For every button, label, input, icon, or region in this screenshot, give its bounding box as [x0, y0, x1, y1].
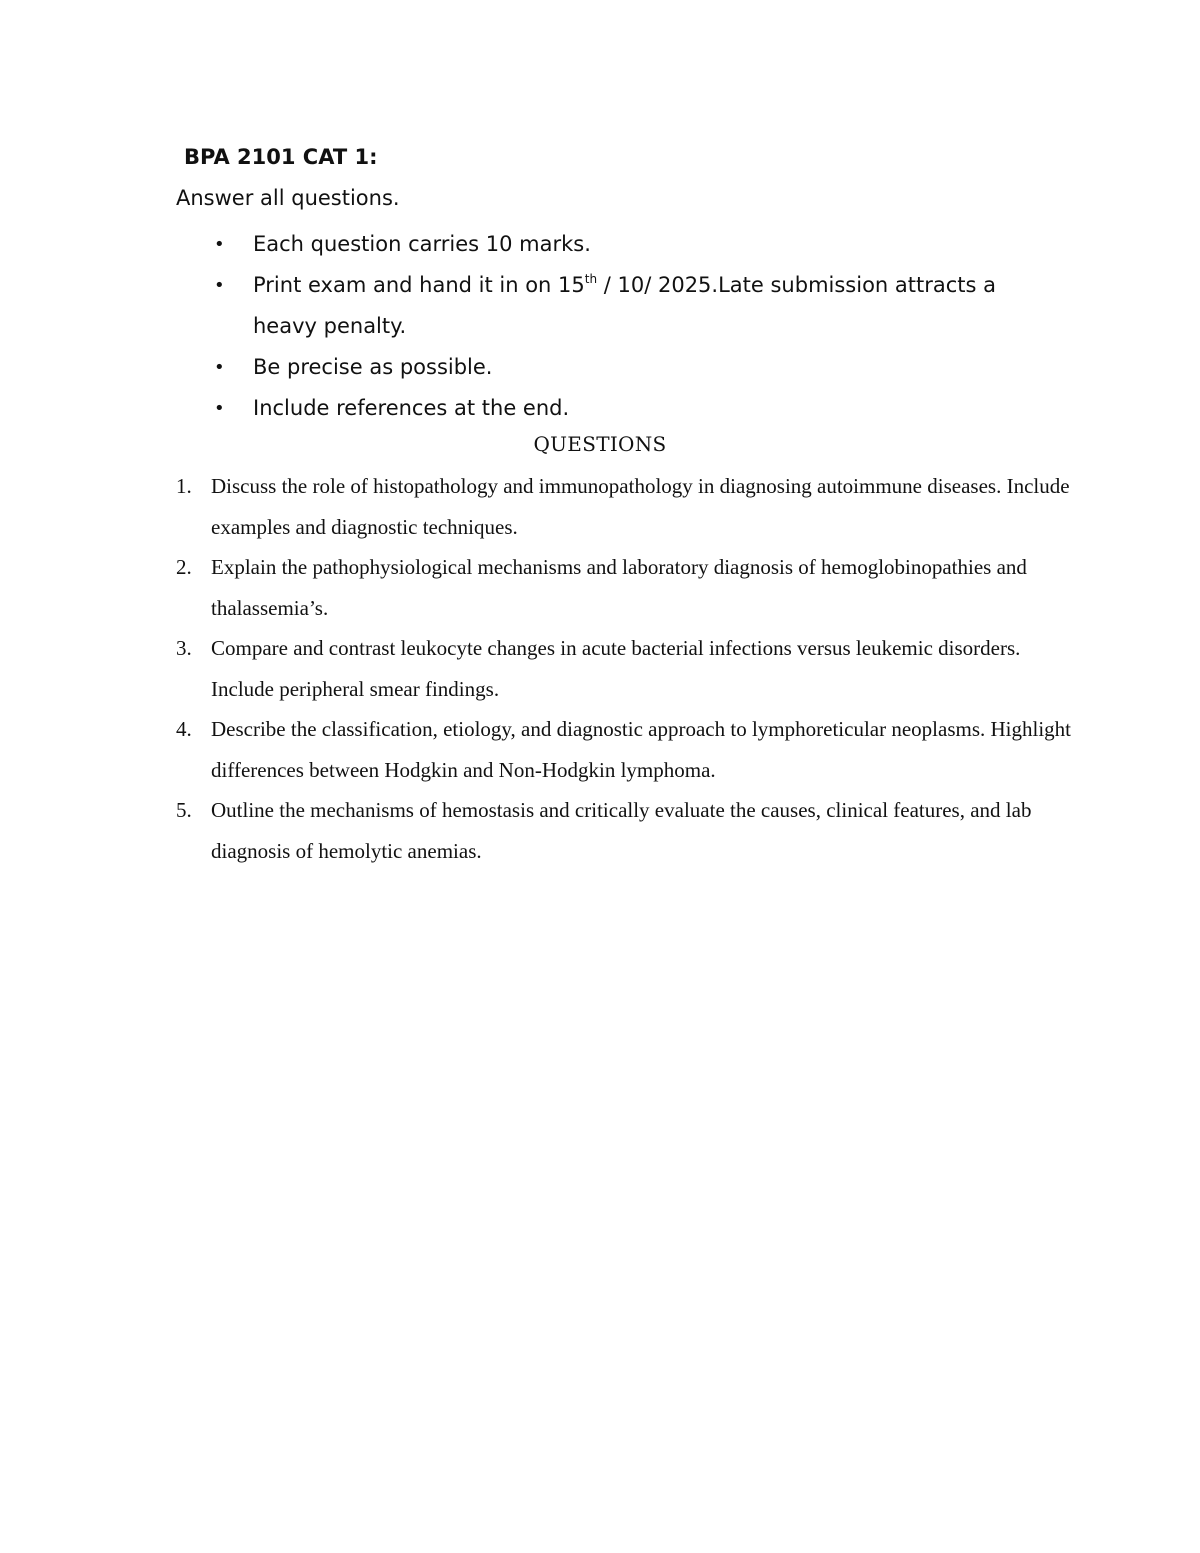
question-text: Describe the classification, etiology, and diagnostic approach to lymphoreticular neoplasms. Highlight differences between Hodgkin and Non-Hodgkin lymphoma.: [211, 717, 1071, 782]
bullet-icon: •: [214, 234, 225, 255]
question-text: Discuss the role of histopathology and immunopathology in diagnosing autoimmune diseases. Include examples and diagnostic techniques.: [211, 474, 1070, 539]
exam-instruction: Answer all questions.: [176, 186, 400, 210]
question-item: [174, 628, 1074, 709]
rule-text: Include references at the end.: [253, 396, 570, 420]
question-item: [174, 547, 1074, 628]
rule-text: / 10/ 2025.Late submission attracts a heavy penalty.: [253, 273, 997, 338]
rule-item: [214, 388, 1014, 429]
rule-item: [214, 347, 1014, 388]
question-text: Outline the mechanisms of hemostasis and critically evaluate the causes, clinical features, and lab diagnosis of hemolytic anemias.: [211, 798, 1032, 863]
question-number: 5.: [176, 798, 192, 822]
questions-heading: QUESTIONS: [533, 432, 667, 456]
question-item: [174, 466, 1074, 547]
question-text: Explain the pathophysiological mechanisms and laboratory diagnosis of hemoglobinopathies and thalassemia’s.: [211, 555, 1027, 620]
bullet-icon: •: [214, 275, 225, 296]
question-number: 2.: [176, 555, 192, 579]
rule-text: Be precise as possible.: [253, 355, 493, 379]
rule-item: [214, 224, 1014, 265]
question-item: [174, 790, 1074, 871]
questions-list: [174, 466, 1074, 871]
exam-title: BPA 2101 CAT 1:: [184, 145, 378, 169]
bullet-icon: •: [214, 398, 225, 419]
rule-item: [214, 265, 1014, 347]
bullet-icon: •: [214, 357, 225, 378]
question-number: 3.: [176, 636, 192, 660]
rule-text: Print exam and hand it in on 15: [253, 273, 585, 297]
question-item: [174, 709, 1074, 790]
rule-superscript: th: [584, 272, 598, 286]
question-number: 1.: [176, 474, 192, 498]
rule-text: Each question carries 10 marks.: [253, 232, 591, 256]
rules-list: [214, 224, 1014, 429]
question-number: 4.: [176, 717, 192, 741]
question-text: Compare and contrast leukocyte changes in acute bacterial infections versus leukemic disorders. Include peripheral smear findings.: [211, 636, 1021, 701]
